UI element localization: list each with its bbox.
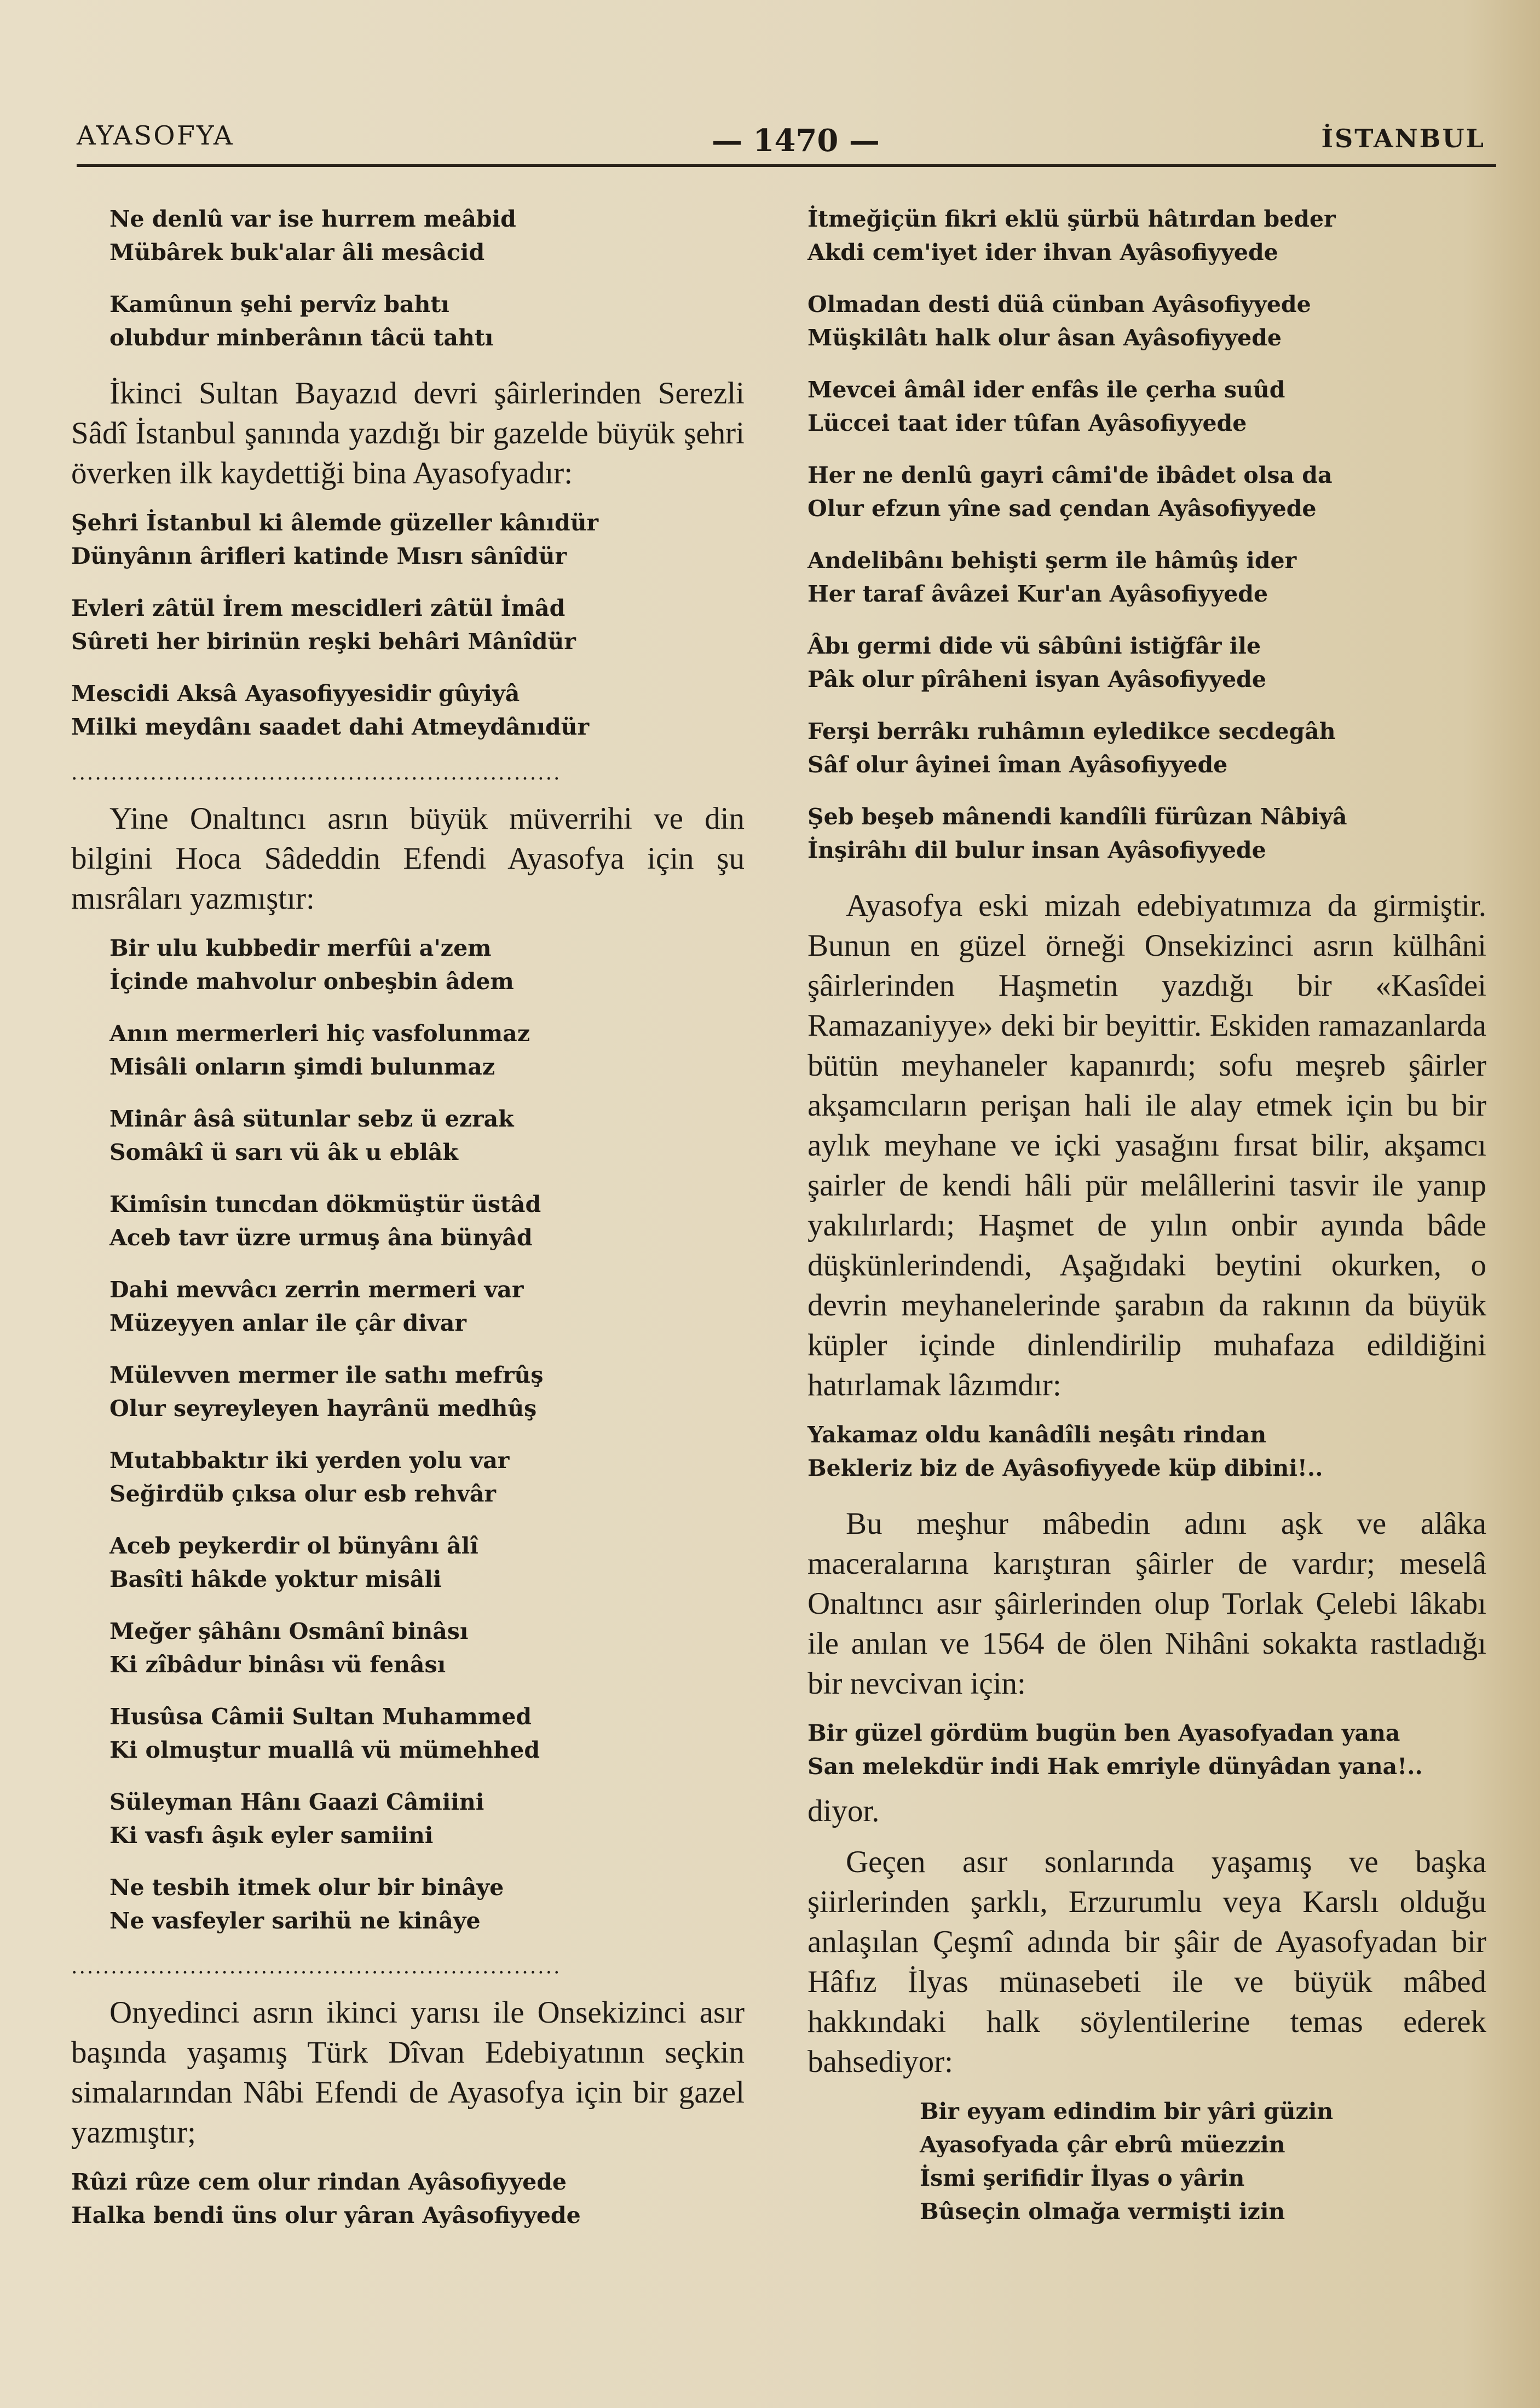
verse-block [808, 800, 1486, 867]
verse-block [808, 715, 1486, 782]
verse-line: Misâli onların şimdi bulunmaz [109, 1054, 495, 1080]
verse-line: Seğirdüb çıksa olur esb rehvâr [109, 1481, 497, 1507]
verse-block [71, 288, 745, 355]
verse-block [71, 1786, 745, 1852]
paragraph-text: Onyedinci asrın ikinci yarısı ile Onsekizinci asır başında yaşamış Türk Dîvan Edebiyatının seçkin simalarından Nâbi Efendi de Ayasofya için bir gazel yazmıştır; [71, 1995, 745, 2150]
verse-block [71, 1700, 745, 1767]
verse-line: İtmeğiçün fikri eklü şürbü hâtırdan beder [808, 206, 1336, 232]
verse-line: Olur efzun yîne sad çendan Ayâsofiyyede [808, 495, 1317, 522]
verse-line: Meğer şâhânı Osmânî binâsı [109, 1618, 469, 1644]
paragraph [808, 1842, 1486, 2082]
paragraph [71, 1993, 745, 2152]
verse-line: Olmadan desti düâ cünban Ayâsofiyyede [808, 291, 1311, 317]
verse-line: Sûreti her birinün reşki behâri Mânîdür [71, 628, 576, 655]
verse-line: Müşkilâtı halk olur âsan Ayâsofiyyede [808, 325, 1282, 351]
verse-line: Aceb peykerdir ol bünyânı âlî [109, 1533, 478, 1559]
paragraph-text: İkinci Sultan Bayazıd devri şâirlerinden Serezli Sâdî İstanbul şanında yazdığı bir gazelde büyük şehri överken ilk kaydettiği bina Ayasofyadır: [71, 376, 745, 490]
verse-line: İnşirâhı dil bulur insan Ayâsofiyyede [808, 837, 1266, 863]
verse-line: Her taraf âvâzei Kur'an Ayâsofiyyede [808, 581, 1268, 607]
verse-line: Şeb beşeb mânendi kandîli fürûzan Nâbiyâ [808, 804, 1347, 830]
verse-block [808, 288, 1486, 355]
verse-block [808, 1717, 1486, 1783]
verse-line: Sâf olur âyinei îman Ayâsofiyyede [808, 752, 1228, 778]
page-header [77, 120, 1496, 164]
verse-line: Ferşi berrâkı ruhâmın eyledikce secdegâh [808, 718, 1336, 744]
verse-line: olubdur minberânın tâcü tahtı [109, 325, 494, 351]
verse-line: Bir güzel gördüm bugün ben Ayasofyadan yana [808, 1720, 1400, 1746]
verse-block [71, 1188, 745, 1255]
verse-block [808, 459, 1486, 526]
right-column [808, 203, 1486, 2247]
verse-line: Kimîsin tuncdan dökmüştür üstâd [109, 1191, 541, 1217]
verse-line: Bir eyyam edindim bir yâri güzin [920, 2098, 1334, 2124]
verse-line: Anın mermerleri hiç vasfolunmaz [109, 1020, 530, 1047]
paragraph-text: Ayasofya eski mizah edebiyatımıza da girmiştir. Bunun en güzel örneği Onsekizinci asrın külhâni şâirlerinden Haşmetin yazdığı bir «Kasîdei Ramazaniyye» deki bir beyittir. Eskiden ramazanlarda bütün meyhaneler kapanırdı; sofu meşreb şâirler akşamcıların perişan hali ile alay etmek için bu bir aylık meyhane ve içki yasağını fırsat bilir, akşamcı şairler de kendi hâli pür melâllerini tasvir ile yanıp yakılırlardı; Haşmet de yılın onbir ayında bâde düşkünlerindendi, Aşağıdaki beytini okurken, o devrin meyhanelerinde şarabın da rakının da büyük küpler içinde dinlendirilip muhafaza edildiğini hatırlamak lâzımdır: [808, 888, 1486, 1402]
verse-line: Akdi cem'iyet ider ihvan Ayâsofiyyede [808, 239, 1278, 265]
verse-line: Ne denlû var ise hurrem meâbid [109, 206, 516, 232]
separator-dots: .............................................................. [71, 763, 562, 784]
verse-line: Kamûnun şehi pervîz bahtı [109, 291, 449, 317]
verse-line: Âbı germi dide vü sâbûni istiğfâr ile [808, 633, 1261, 659]
verse-block [71, 203, 745, 269]
verse-line: Lüccei taat ider tûfan Ayâsofiyyede [808, 410, 1247, 436]
verse-line: Basîti hâkde yoktur misâli [109, 1566, 442, 1592]
verse-line: Milki meydânı saadet dahi Atmeydânıdür [71, 714, 590, 740]
verse-line: Mescidi Aksâ Ayasofiyyesidir gûyiyâ [71, 680, 520, 707]
verse-line: Mutabbaktır iki yerden yolu var [109, 1447, 510, 1474]
section-title: İSTANBUL [1321, 124, 1485, 153]
verse-line: Aceb tavr üzre urmuş âna bünyâd [109, 1225, 533, 1251]
verse-block [71, 1871, 745, 1938]
verse-line: Olur seyreyleyen hayrânü medhûş [109, 1395, 537, 1422]
verse-line: Andelibânı behişti şerm ile hâmûş ider [808, 547, 1297, 574]
verse-block [71, 1444, 745, 1511]
verse-line: Halka bendi üns olur yâran Ayâsofiyyede [71, 2202, 581, 2228]
verse-block [71, 932, 745, 998]
paragraph-text: Geçen asır sonlarında yaşamış ve başka şiirlerinden şarklı, Erzurumlu veya Karslı olduğu anlaşılan Çeşmî adında bir şâir de Ayasofyadan bir Hâfız İlyas münasebeti ile ve büyük mâbed hakkındaki halk söylentilerine temas ederek bahsediyor: [808, 1845, 1486, 2079]
verse-block [808, 630, 1486, 696]
separator-dots: .............................................................. [71, 1956, 562, 1978]
closing-word: diyor. [808, 1794, 880, 1828]
verse-line: Ayasofyada çâr ebrû müezzin [920, 2132, 1285, 2158]
verse-block [71, 2166, 745, 2232]
verse-line: Rûzi rûze cem olur rindan Ayâsofiyyede [71, 2169, 567, 2195]
verse-line: Yakamaz oldu kanâdîli neşâtı rindan [808, 1422, 1267, 1448]
verse-block [71, 1529, 745, 1596]
verse-block [71, 1273, 745, 1340]
page-number: — 1470 — [712, 123, 880, 159]
verse-line: Husûsa Câmii Sultan Muhammed [109, 1703, 532, 1730]
running-title: AYASOFYA [77, 120, 234, 151]
verse-line: Mülevven mermer ile sathı mefrûş [109, 1362, 544, 1388]
paragraph-text: Bu meşhur mâbedin adını aşk ve alâka maceralarına karıştıran şâirler de vardır; meselâ Onaltıncı asır şâirlerinden olup Torlak Çelebi lâkabı ile anılan ve 1564 de ölen Nihâni sokakta rastladığı bir nevcivan için: [808, 1506, 1486, 1701]
verse-line: Somâkî ü sarı vü âk u eblâk [109, 1139, 458, 1165]
paragraph [71, 799, 745, 919]
verse-line: Bûseçin olmağa vermişti izin [920, 2198, 1285, 2225]
verse-line: Ne vasfeyler sarihü ne kinâye [109, 1908, 481, 1934]
verse-block [808, 373, 1486, 440]
verse-line: Ki zîbâdur binâsı vü fenâsı [109, 1651, 446, 1678]
verse-line: Mübârek buk'alar âli mesâcid [109, 239, 485, 265]
verse-block [71, 506, 745, 573]
verse-line: Bekleriz biz de Ayâsofiyyede küp dibini!.. [808, 1455, 1323, 1481]
verse-line: Her ne denlû gayri câmi'de ibâdet olsa da [808, 462, 1333, 488]
paragraph [808, 1504, 1486, 1703]
verse-block [808, 544, 1486, 611]
verse-line: Ne tesbih itmek olur bir binâye [109, 1874, 504, 1901]
verse-block [71, 677, 745, 744]
verse-block [71, 1102, 745, 1169]
verse-line: Pâk olur pîrâheni isyan Ayâsofiyyede [808, 666, 1266, 692]
paragraph [808, 886, 1486, 1405]
verse-line: Süleyman Hânı Gaazi Câmiini [109, 1789, 485, 1815]
verse-block [808, 203, 1486, 269]
verse-line: Dünyânın ârifleri katinde Mısrı sânîdür [71, 543, 567, 569]
verse-block [808, 2095, 1486, 2228]
verse-block [71, 1017, 745, 1084]
left-column [71, 203, 745, 2251]
verse-line: Ki vasfı âşık eyler samiini [109, 1822, 434, 1849]
verse-line: Mevcei âmâl ider enfâs ile çerha suûd [808, 377, 1285, 403]
verse-block [71, 592, 745, 659]
verse-line: İsmi şerifidir İlyas o yârin [920, 2165, 1245, 2191]
verse-line: Dahi mevvâcı zerrin mermeri var [109, 1277, 524, 1303]
verse-line: Müzeyyen anlar ile çâr divar [109, 1310, 466, 1336]
verse-line: Minâr âsâ sütunlar sebz ü ezrak [109, 1106, 514, 1132]
paragraph [71, 373, 745, 493]
verse-line: Bir ulu kubbedir merfûi a'zem [109, 935, 492, 961]
verse-block [71, 1359, 745, 1425]
verse-block [808, 1418, 1486, 1485]
paragraph-text: Yine Onaltıncı asrın büyük müverrihi ve din bilgini Hoca Sâdeddin Efendi Ayasofya için şu mısrâları yazmıştır: [71, 801, 745, 916]
verse-line: San melekdür indi Hak emriyle dünyâdan yana!.. [808, 1753, 1423, 1780]
verse-block [71, 1615, 745, 1682]
verse-line: İçinde mahvolur onbeşbin âdem [109, 968, 514, 995]
verse-line: Şehri İstanbul ki âlemde güzeller kânıdür [71, 510, 599, 536]
verse-line: Evleri zâtül İrem mescidleri zâtül İmâd [71, 595, 566, 621]
verse-line: Ki olmuştur muallâ vü mümehhed [109, 1737, 540, 1763]
header-rule [77, 164, 1496, 167]
